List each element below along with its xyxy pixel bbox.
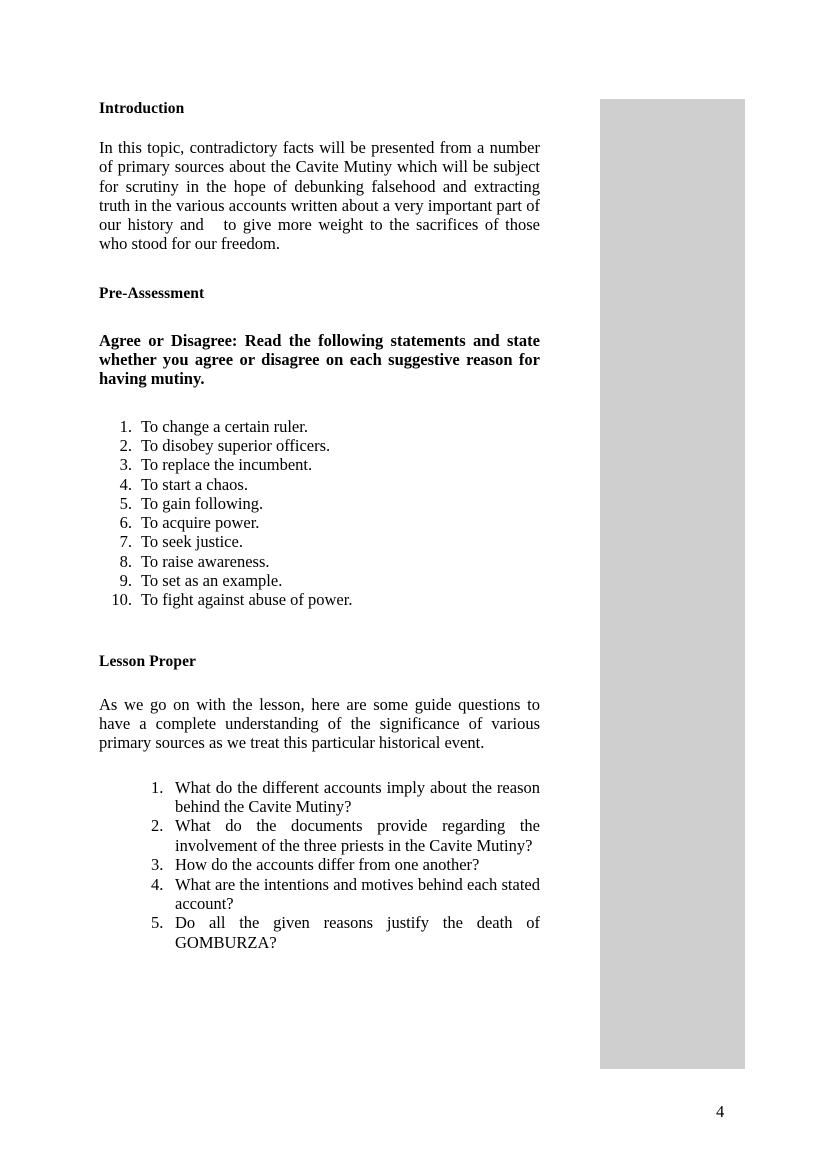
list-item-number: 1. [151,777,164,797]
list-item [99,475,540,494]
list-item-number: 4. [151,874,164,894]
document-content-column [99,99,540,952]
spacer [99,671,540,695]
list-item-label: What do the different accounts imply about the reason behind the Cavite Mutiny? [175,777,540,816]
lesson-proper-paragraph: As we go on with the lesson, here are some guide questions to have a complete understanding of the significance of various primary sources as we treat this particular historical event. [99,694,540,753]
list-item-number: 5. [151,913,164,933]
spacer [99,753,540,778]
pre-assessment-list [99,417,540,610]
spacer [99,254,540,284]
lesson-proper-heading: Lesson Proper [99,652,197,670]
list-item [99,552,540,571]
list-item-number: 5. [119,493,132,513]
list-item [99,513,540,532]
list-item-number: 10. [111,590,132,610]
list-item-number: 1. [119,416,132,436]
list-item [99,494,540,513]
list-item-label: To seek justice. [141,532,243,552]
list-item-number: 8. [119,551,132,571]
spacer [99,610,540,652]
list-item-label: To gain following. [141,493,264,513]
list-item [99,913,540,952]
list-item [99,455,540,474]
list-item-label: To start a chaos. [141,474,248,494]
list-item-label: To disobey superior officers. [141,435,331,455]
introduction-paragraph: In this topic, contradictory facts will be presented from a number of primary sources about the Cavite Mutiny which will be subject for scrutiny in the hope of debunking falsehood and extracting truth in the various accounts written about a very important part of our history and to give more weight to the sacrifices of those who stood for our freedom. [99,138,540,254]
list-item [99,417,540,436]
list-item-label: To change a certain ruler. [141,416,308,436]
list-item [99,778,540,817]
list-item-label: To raise awareness. [141,551,270,571]
introduction-heading: Introduction [99,100,185,117]
list-item [99,590,540,609]
list-item-label: How do the accounts differ from one another? [175,855,480,875]
list-item-number: 3. [151,855,164,875]
list-item-label: To replace the incumbent. [141,455,313,475]
pre-assessment-instruction: Agree or Disagree: Read the following statements and state whether you agree or disagree on each suggestive reason for having mutiny. [99,330,540,389]
list-item [99,571,540,590]
list-item [99,855,540,874]
spacer [99,389,540,417]
page-number: 4 [716,1102,725,1121]
list-item-number: 4. [119,474,132,494]
list-item-label: To acquire power. [141,513,260,533]
list-item-label: To fight against abuse of power. [141,590,353,610]
list-item [99,436,540,455]
spacer [99,118,540,138]
list-item-number: 9. [119,571,132,591]
list-item-label: Do all the given reasons justify the death of GOMBURZA? [175,913,540,952]
list-item-label: To set as an example. [141,571,283,591]
list-item-number: 3. [119,455,132,475]
list-item-label: What do the documents provide regarding the involvement of the three priests in the Cavite Mutiny? [175,816,540,855]
guide-questions-list [99,778,540,953]
list-item-number: 2. [151,816,164,836]
image-placeholder-block [600,99,745,1069]
pre-assessment-heading: Pre-Assessment [99,284,205,302]
list-item-number: 7. [119,532,132,552]
spacer [99,303,540,331]
list-item [99,532,540,551]
list-item [99,816,540,855]
list-item-number: 2. [119,435,132,455]
list-item-label: What are the intentions and motives behind each stated account? [175,874,540,913]
list-item [99,875,540,914]
list-item-number: 6. [119,513,132,533]
